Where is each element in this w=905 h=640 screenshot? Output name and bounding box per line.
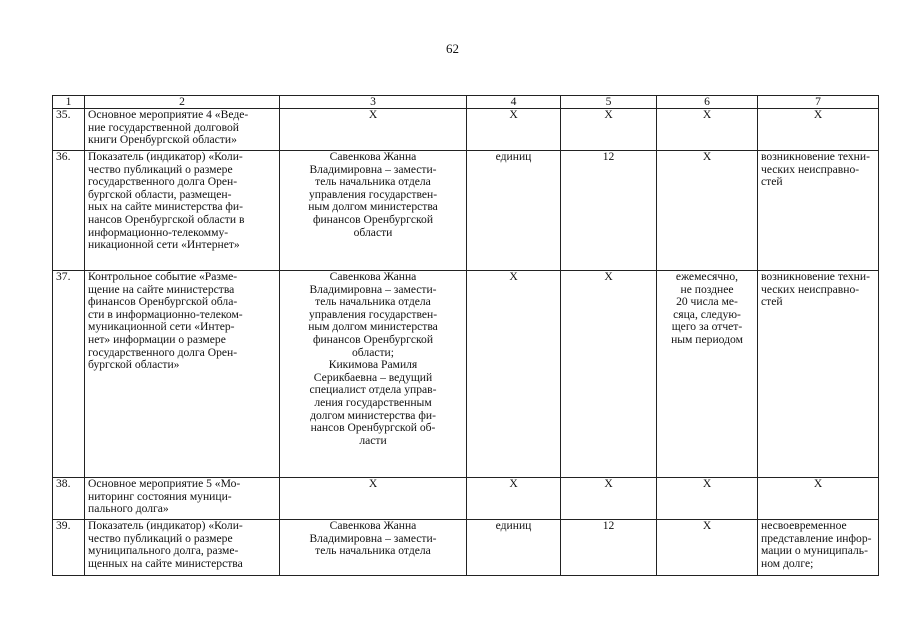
- column-header: 5: [561, 96, 657, 109]
- deadline-cell: Х: [657, 109, 758, 151]
- deadline-cell: Х: [657, 151, 758, 271]
- row-number: 38.: [53, 478, 85, 520]
- table-row: [53, 271, 879, 478]
- plan-table: [52, 95, 879, 576]
- item-name: Основное мероприятие 4 «Веде- ние государственной долговой книги Оренбургской области»: [85, 109, 280, 151]
- risk-cell: несвоевременное представление инфор- мации о муниципаль- ном долге;: [758, 520, 879, 576]
- responsible-person: Савенкова Жанна Владимировна – замести- тель начальника отдела управления государствен- ным долгом министерства финансов Оренбургской области; Кикимова Рамиля Серикбаевна – ведущий специалист отдела управ- ления государственным долгом министерства фи- нансов Оренбургской об- ласти: [280, 271, 467, 478]
- unit-cell: единиц: [467, 151, 561, 271]
- value-cell: 12: [561, 520, 657, 576]
- risk-cell: возникновение техни- ческих неисправно- стей: [758, 271, 879, 478]
- responsible-person: Савенкова Жанна Владимировна – замести- тель начальника отдела управления государствен- ным долгом министерства финансов Оренбургской области: [280, 151, 467, 271]
- item-name: Показатель (индикатор) «Коли- чество публикаций о размере муниципального долга, разме- щенных на сайте министерства: [85, 520, 280, 576]
- row-number: 36.: [53, 151, 85, 271]
- unit-cell: Х: [467, 478, 561, 520]
- row-number: 39.: [53, 520, 85, 576]
- column-header: 6: [657, 96, 758, 109]
- deadline-cell: Х: [657, 478, 758, 520]
- value-cell: 12: [561, 151, 657, 271]
- item-name: Показатель (индикатор) «Коли- чество публикаций о размере государственного долга Орен- бургской области, размещен- ных на сайте министерства фи- нансов Оренбургской области в информационно-телекомму- никационной сети «Интернет»: [85, 151, 280, 271]
- item-name: Контрольное событие «Разме- щение на сайте министерства финансов Оренбургской обла- сти в информационно-телеком- муникационной сети «Интер- нет» информации о размере государственного долга Орен- бургской области»: [85, 271, 280, 478]
- risk-cell: Х: [758, 109, 879, 151]
- deadline-cell: ежемесячно, не позднее 20 числа ме- сяца, следую- щего за отчет- ным периодом: [657, 271, 758, 478]
- table-row: [53, 151, 879, 271]
- responsible-person: Х: [280, 478, 467, 520]
- table-row: [53, 520, 879, 576]
- unit-cell: Х: [467, 271, 561, 478]
- column-header: 3: [280, 96, 467, 109]
- responsible-person: Савенкова Жанна Владимировна – замести- тель начальника отдела: [280, 520, 467, 576]
- row-number: 37.: [53, 271, 85, 478]
- item-name: Основное мероприятие 5 «Мо- ниторинг состояния муници- пального долга»: [85, 478, 280, 520]
- unit-cell: Х: [467, 109, 561, 151]
- risk-cell: возникновение техни- ческих неисправно- стей: [758, 151, 879, 271]
- column-header: 2: [85, 96, 280, 109]
- value-cell: Х: [561, 478, 657, 520]
- risk-cell: Х: [758, 478, 879, 520]
- table-row: [53, 109, 879, 151]
- row-number: 35.: [53, 109, 85, 151]
- column-header: 4: [467, 96, 561, 109]
- page-number: 62: [446, 41, 459, 56]
- column-header: 1: [53, 96, 85, 109]
- value-cell: Х: [561, 271, 657, 478]
- unit-cell: единиц: [467, 520, 561, 576]
- responsible-person: Х: [280, 109, 467, 151]
- deadline-cell: Х: [657, 520, 758, 576]
- value-cell: Х: [561, 109, 657, 151]
- column-header: 7: [758, 96, 879, 109]
- table-header-row: [53, 96, 879, 109]
- table-row: [53, 478, 879, 520]
